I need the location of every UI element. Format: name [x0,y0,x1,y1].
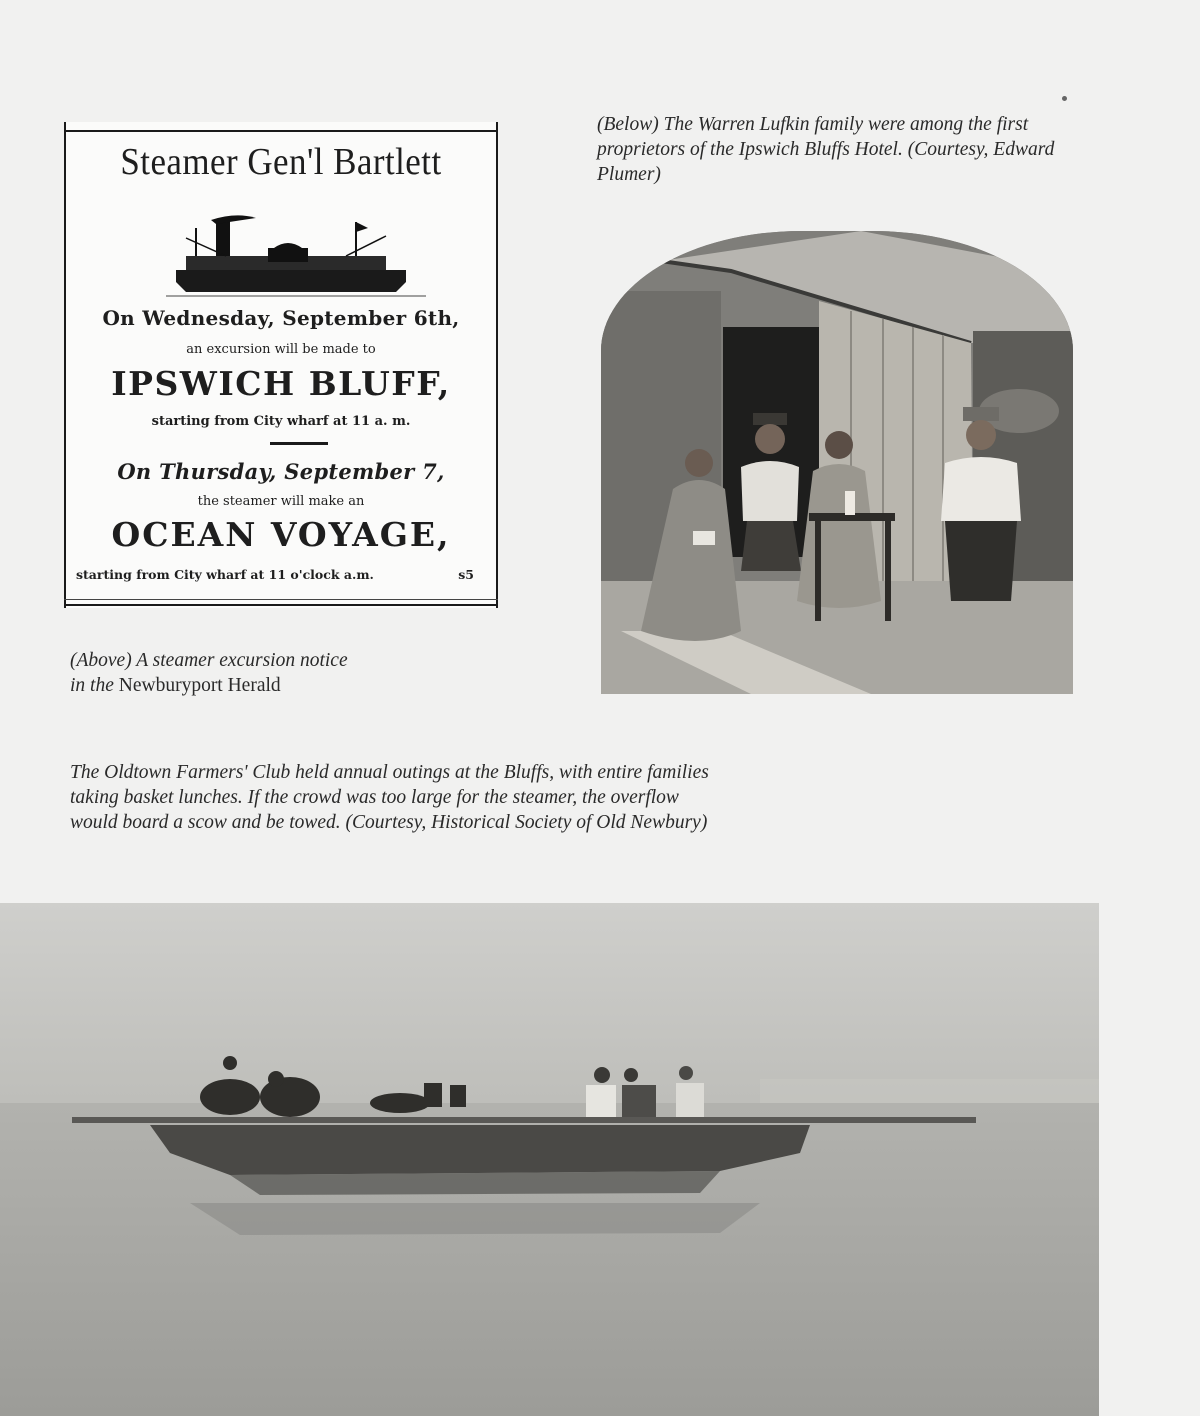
notice-wednesday-line: On Wednesday, September 6th, [102,306,460,330]
notice-excursion-line: an excursion will be made to [186,342,376,357]
notice-divider [270,442,328,445]
dust-speck [1062,96,1067,101]
caption-notice-italic-2: in the [70,675,114,696]
scow-photo [0,903,1099,1416]
notice-bottom-rule-thin [64,599,498,600]
caption-scow-photo: The Oldtown Farmers' Club held annual outings at the Bluffs, with entire families taking basket lunches. If the crowd was too large for the steamer, the overflow would board a scow and be towed. (Courtesy, Historical Society of Old Newbury) [70,762,709,833]
caption-notice [70,648,470,698]
notice-title: Steamer Gen'l Bartlett [120,141,442,183]
steamboat-illustration [156,212,436,302]
notice-top-rule [64,130,498,132]
notice-steamer-line: the steamer will make an [197,494,365,509]
notice-bottom-rule [64,604,498,606]
notice-ipswich-bluff: IPSWICH BLUFF, [111,364,451,403]
caption-notice-newspaper: Newburyport Herald [118,675,281,696]
caption-family-photo: (Below) The Warren Lufkin family were among the first proprietors of the Ipswich Bluffs Hotel. (Courtesy, Edward Plumer) [597,114,1055,185]
notice-start-line-2: starting from City wharf at 11 o'clock a.m. [76,567,374,582]
family-photo [601,231,1073,694]
caption-notice-italic-1: (Above) A steamer excursion notice [70,650,348,671]
steamer-notice-clipping [64,122,498,608]
notice-start-line-1: starting from City wharf at 11 a. m. [151,414,411,429]
notice-ocean-voyage: OCEAN VOYAGE, [111,515,451,554]
notice-thursday-line: On Thursday, September 7, [117,459,445,484]
notice-code: s5 [458,567,474,582]
